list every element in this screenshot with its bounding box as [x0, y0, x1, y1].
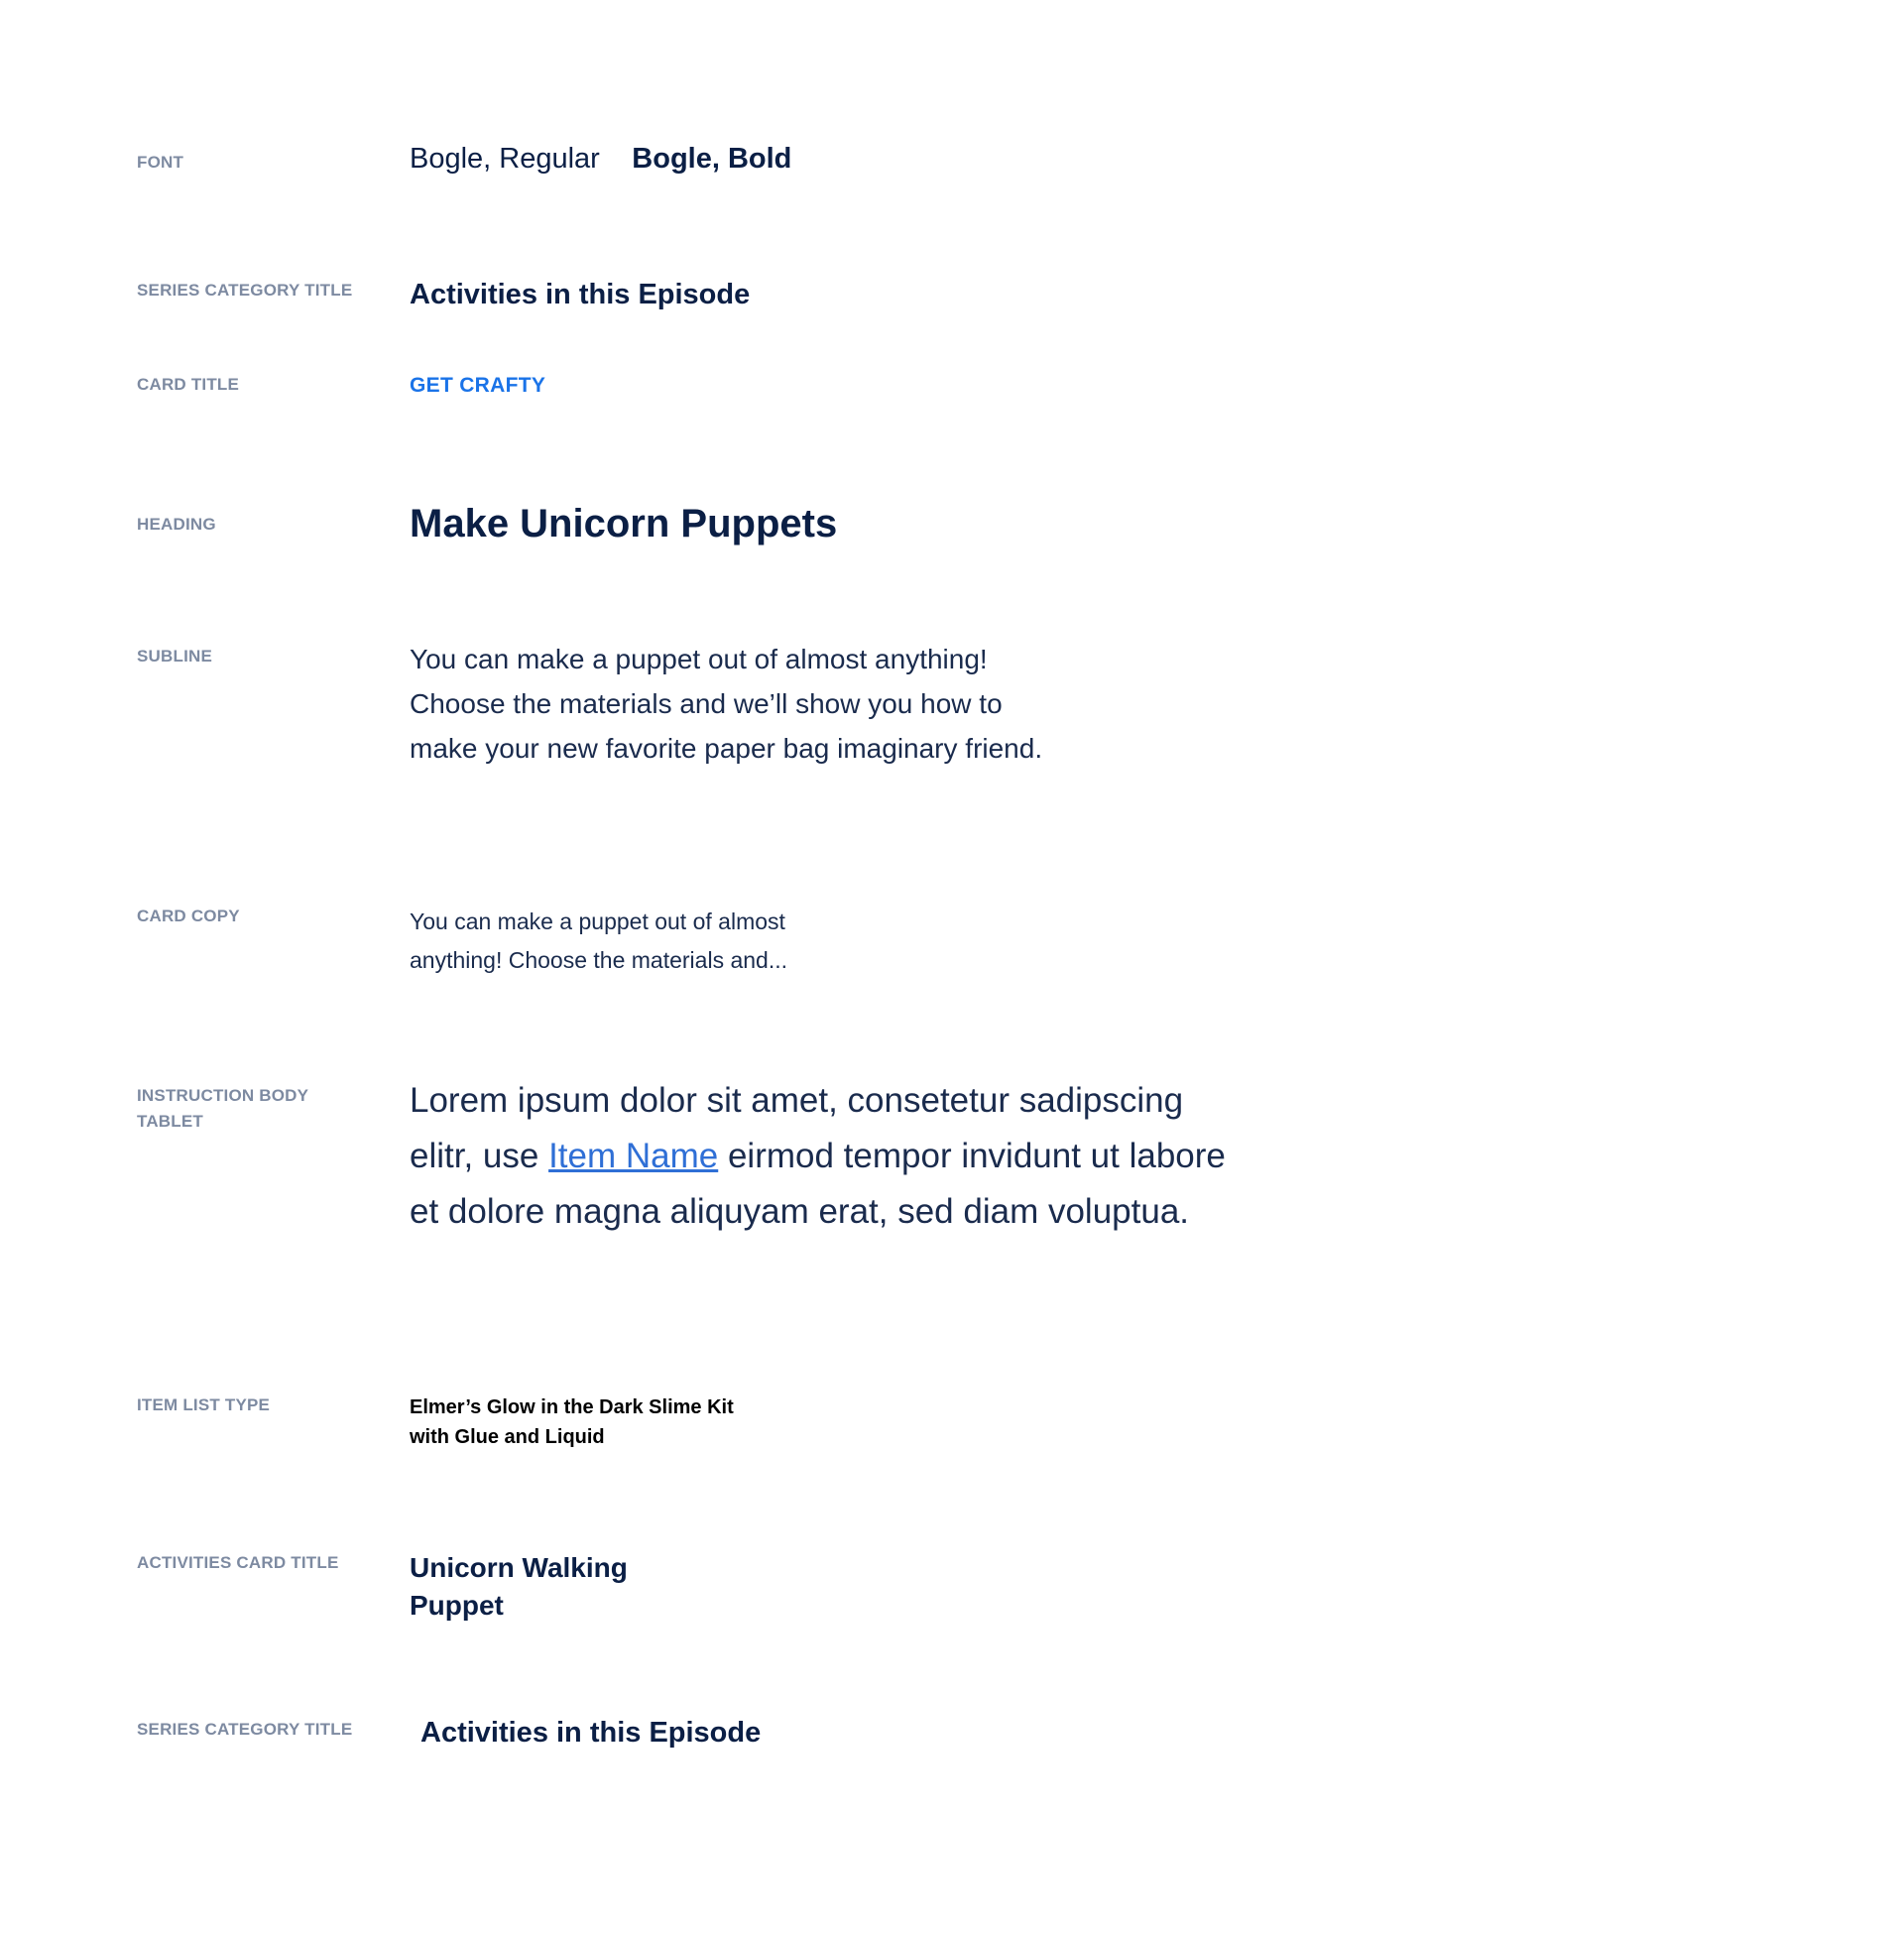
series-category-title-2-sample: Activities in this Episode [420, 1717, 762, 1749]
instruction-text-before: Lorem ipsum dolor sit amet, consetetur sadipscing elitr, use [410, 1081, 1184, 1175]
card-copy-sample: You can make a puppet out of almost anything! Choose the materials and... [410, 908, 788, 973]
heading-sample: Make Unicorn Puppets [410, 502, 838, 545]
font-label: FONT [137, 153, 184, 172]
instruction-body-label: INSTRUCTION BODY TABLET [137, 1086, 308, 1131]
activities-card-title-label: ACTIVITIES CARD TITLE [137, 1553, 339, 1572]
card-copy-label: CARD COPY [137, 907, 240, 925]
card-title-label: CARD TITLE [137, 375, 240, 394]
subline-sample: You can make a puppet out of almost anything! Choose the materials and we’ll show you how to make your new favorite paper bag imaginary friend. [410, 644, 1043, 764]
instruction-text-after: eirmod tempor invidunt ut labore et dolore magna aliquyam erat, sed diam voluptua. [410, 1137, 1226, 1231]
subline-label: SUBLINE [137, 647, 213, 666]
series-category-title-sample: Activities in this Episode [410, 279, 751, 310]
item-list-type-sample: Elmer’s Glow in the Dark Slime Kit with Glue and Liquid [410, 1396, 734, 1448]
font-samples [410, 143, 791, 176]
activities-card-title-sample: Unicorn Walking Puppet [410, 1552, 628, 1621]
font-bold-sample: Bogle, Bold [632, 143, 792, 175]
item-name-link[interactable]: Item Name [548, 1137, 719, 1175]
font-regular-sample: Bogle, Regular [410, 143, 600, 175]
series-category-title-label: SERIES CATEGORY TITLE [137, 281, 353, 300]
heading-label: HEADING [137, 515, 216, 534]
card-title-sample: GET CRAFTY [410, 374, 546, 397]
instruction-body-sample [410, 1073, 1243, 1240]
series-category-title-2-label: SERIES CATEGORY TITLE [137, 1720, 353, 1739]
item-list-type-label: ITEM LIST TYPE [137, 1395, 271, 1414]
